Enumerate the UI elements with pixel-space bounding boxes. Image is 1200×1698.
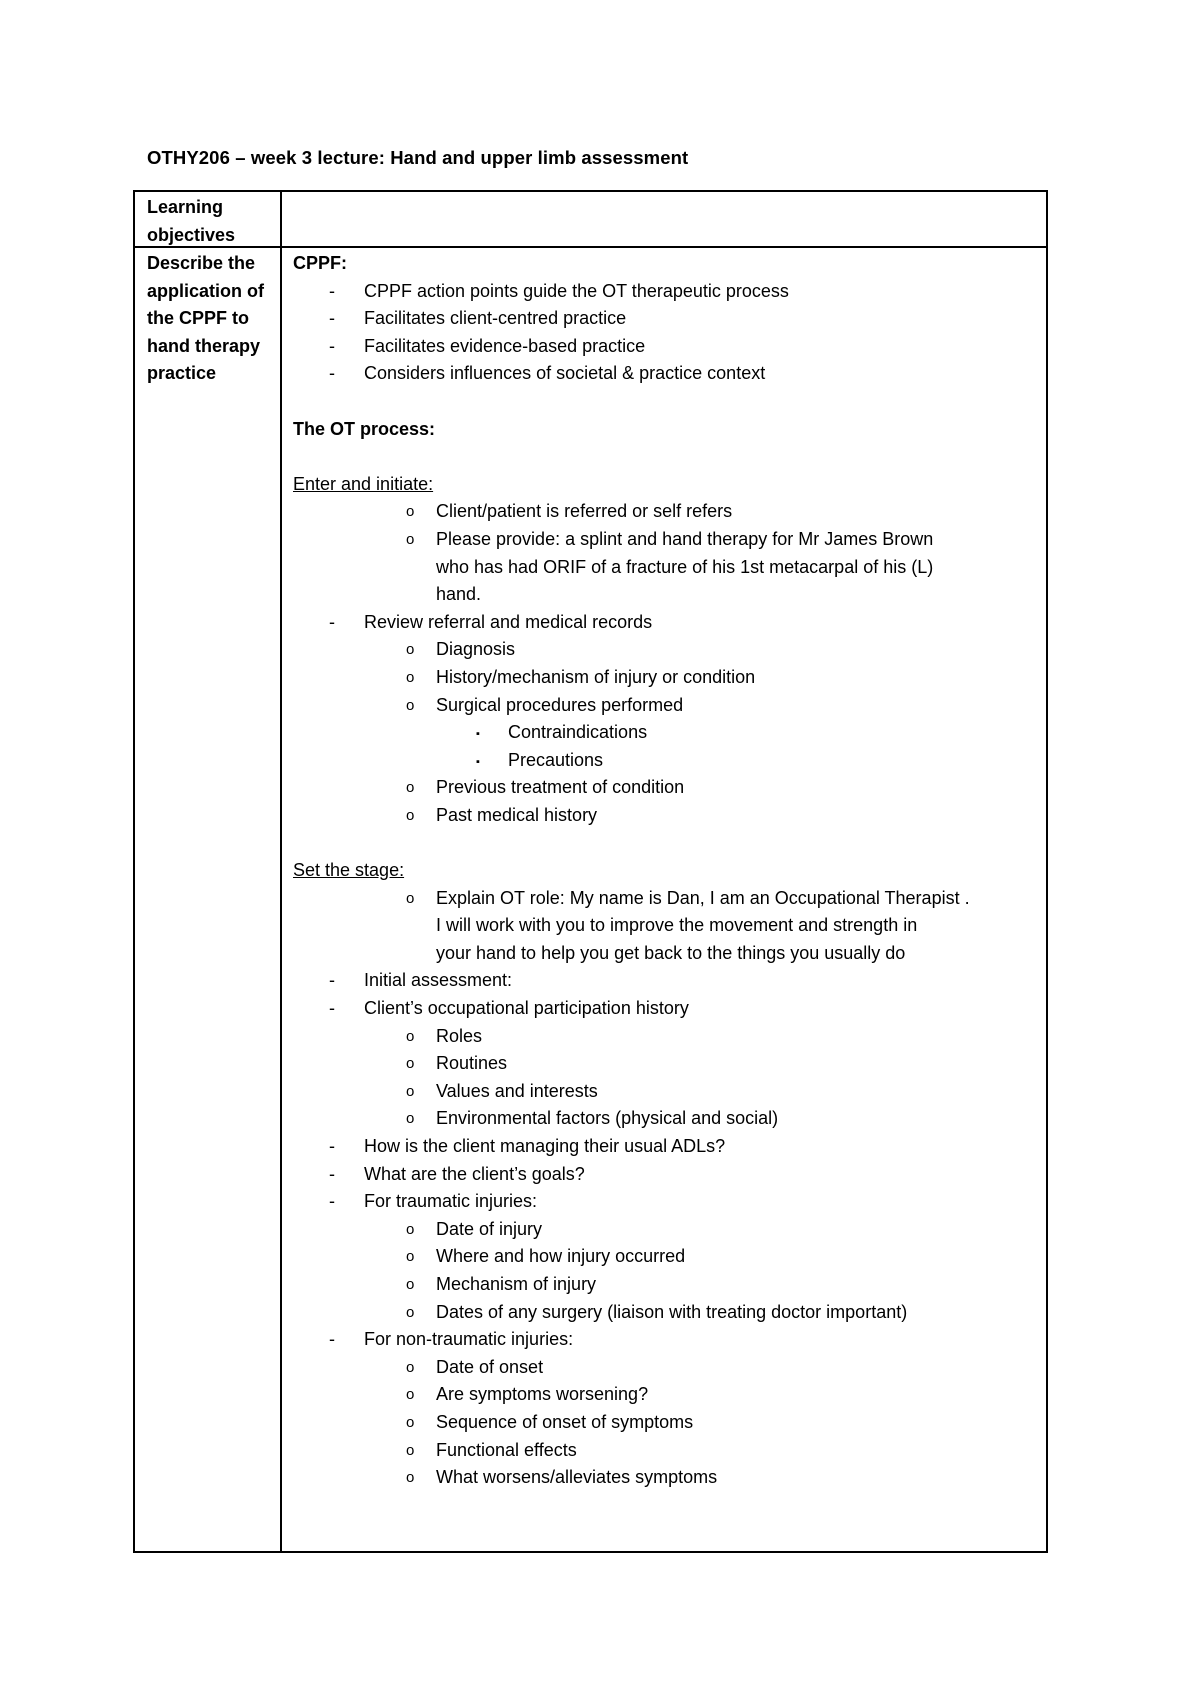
list-item: - For traumatic injuries:	[293, 1188, 1033, 1216]
dash-marker: -	[329, 1136, 335, 1156]
circle-marker: o	[406, 1055, 415, 1073]
list-item: - How is the client managing their usual ADLs?	[293, 1133, 1033, 1161]
circle-marker: o	[406, 1413, 415, 1431]
list-item: - What are the client’s goals?	[293, 1161, 1033, 1189]
list-item: - CPPF action points guide the OT therapeutic process	[293, 278, 1033, 306]
enter-initiate-heading: Enter and initiate:	[293, 473, 434, 494]
list-item: - Considers influences of societal & practice context	[293, 360, 1033, 388]
list-item: o Dates of any surgery (liaison with treating doctor important)	[293, 1299, 1033, 1327]
list-item: o Date of injury	[293, 1216, 1033, 1244]
list-item: o Are symptoms worsening?	[293, 1381, 1033, 1409]
dash-marker: -	[329, 335, 335, 356]
list-item: ▪ Precautions	[293, 747, 1033, 775]
circle-marker: o	[406, 1220, 415, 1238]
column-divider	[280, 192, 282, 1551]
list-item: - Client’s occupational participation history	[293, 995, 1033, 1023]
circle-marker: o	[406, 1082, 415, 1100]
list-item: o Please provide: a splint and hand therapy for Mr James Brown	[293, 526, 1033, 554]
list-item: o History/mechanism of injury or condition	[293, 664, 1033, 692]
circle-marker: o	[406, 1358, 415, 1376]
dash-marker: -	[329, 1163, 335, 1184]
square-marker: ▪	[476, 755, 480, 768]
circle-marker: o	[406, 806, 415, 824]
list-item: o Sequence of onset of symptoms	[293, 1409, 1033, 1437]
list-item: o Values and interests	[293, 1078, 1033, 1106]
dash-marker: -	[329, 280, 335, 301]
square-marker: ▪	[476, 728, 480, 741]
list-item: o Where and how injury occurred	[293, 1243, 1033, 1271]
cppf-heading: CPPF:	[293, 253, 347, 273]
list-item: - Review referral and medical records	[293, 609, 1033, 637]
table-header-row	[135, 192, 1046, 248]
list-item: o Client/patient is referred or self refers	[293, 498, 1033, 526]
circle-marker: o	[406, 1441, 415, 1459]
list-item: o Environmental factors (physical and social)	[293, 1105, 1033, 1133]
circle-marker: o	[406, 1303, 415, 1321]
list-item: o Functional effects	[293, 1437, 1033, 1465]
list-item: o Diagnosis	[293, 636, 1033, 664]
document-title: OTHY206 – week 3 lecture: Hand and upper limb assessment	[147, 147, 689, 168]
dash-marker: -	[329, 308, 335, 329]
list-item: o Mechanism of injury	[293, 1271, 1033, 1299]
circle-marker: o	[406, 530, 415, 548]
dash-marker: -	[329, 1329, 335, 1350]
circle-marker: o	[406, 889, 415, 907]
ot-process-heading: The OT process:	[293, 418, 436, 439]
circle-marker: o	[406, 1110, 415, 1128]
list-item: - For non-traumatic injuries:	[293, 1326, 1033, 1354]
list-item: o Explain OT role: My name is Dan, I am an Occupational Therapist .	[293, 885, 1033, 913]
list-item-continuation: I will work with you to improve the movement and strength in	[436, 915, 918, 936]
list-item: o What worsens/alleviates symptoms	[293, 1464, 1033, 1492]
circle-marker: o	[406, 641, 415, 659]
list-item: o Routines	[293, 1050, 1033, 1078]
objective-content-cell	[293, 250, 1033, 1492]
dash-marker: -	[329, 611, 335, 632]
list-item: o Past medical history	[293, 802, 1033, 830]
set-stage-heading: Set the stage:	[293, 860, 405, 881]
circle-marker: o	[406, 1386, 415, 1404]
learning-objectives-table	[133, 190, 1048, 1553]
learning-objective-cell: Describe the application of the CPPF to hand therapy practice	[147, 253, 264, 383]
list-item-continuation: hand.	[436, 584, 482, 605]
dash-marker: -	[329, 998, 335, 1019]
circle-marker: o	[406, 696, 415, 714]
circle-marker: o	[406, 1027, 415, 1045]
circle-marker: o	[406, 1469, 415, 1487]
circle-marker: o	[406, 1248, 415, 1266]
circle-marker: o	[406, 1275, 415, 1293]
dash-marker: -	[329, 363, 335, 384]
list-item: o Surgical procedures performed	[293, 692, 1033, 720]
list-item: o Date of onset	[293, 1354, 1033, 1382]
list-item-continuation: your hand to help you get back to the things you usually do	[436, 942, 906, 963]
list-item: o Roles	[293, 1023, 1033, 1051]
dash-marker: -	[329, 970, 335, 991]
list-item: o Previous treatment of condition	[293, 774, 1033, 802]
list-item: - Initial assessment:	[293, 967, 1033, 995]
circle-marker: o	[406, 503, 415, 521]
list-item: - Facilitates evidence-based practice	[293, 333, 1033, 361]
list-item: ▪ Contraindications	[293, 719, 1033, 747]
circle-marker: o	[406, 779, 415, 797]
circle-marker: o	[406, 668, 415, 686]
list-item: - Facilitates client-centred practice	[293, 305, 1033, 333]
list-item-continuation: who has had ORIF of a fracture of his 1st metacarpal of his (L)	[436, 556, 934, 577]
dash-marker: -	[329, 1191, 335, 1212]
header-learning-objectives: Learning objectives	[147, 197, 236, 245]
